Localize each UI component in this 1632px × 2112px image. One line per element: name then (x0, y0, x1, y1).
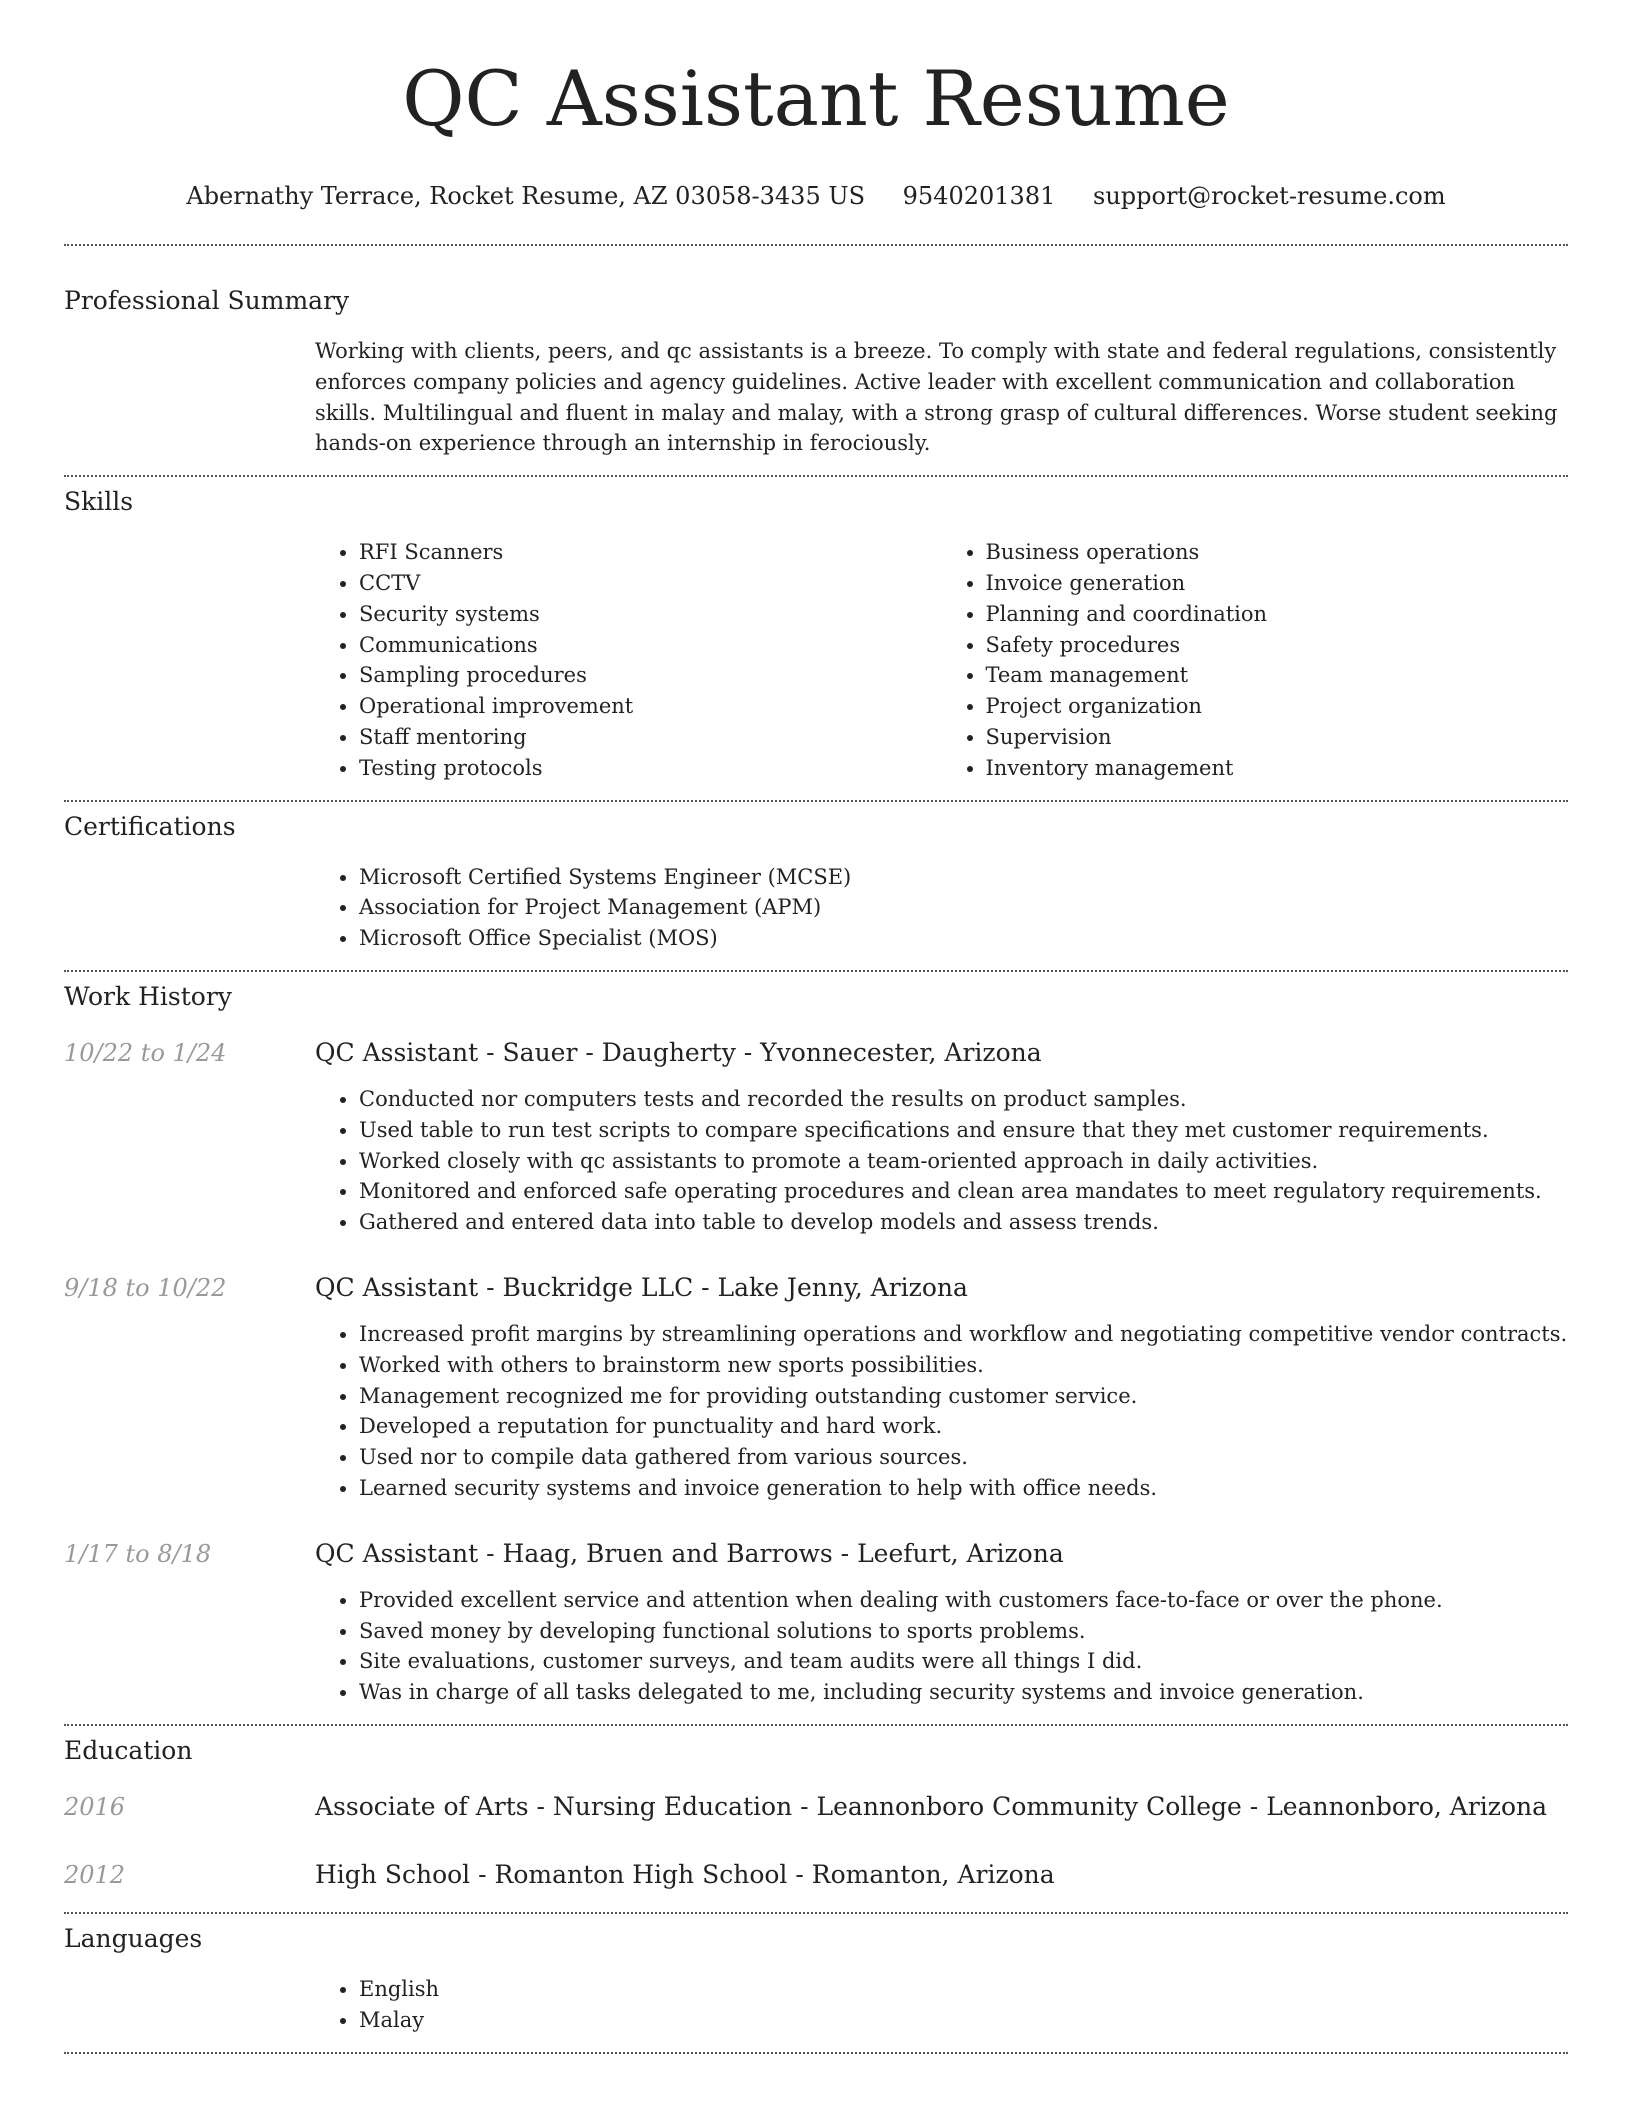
skill-item: • Inventory management (986, 753, 1569, 784)
job-bullet: • Increased profit margins by streamlining operations and workflow and negotiating competitive vendor contracts. (359, 1319, 1568, 1350)
job-bullet: • Saved money by developing functional solutions to sports problems. (359, 1616, 1568, 1647)
job-bullet: • Was in charge of all tasks delegated to me, including security systems and invoice generation. (359, 1677, 1568, 1708)
certifications-section (64, 802, 1568, 954)
job-body (315, 1537, 1568, 1708)
languages-list (315, 1974, 1568, 2036)
job-bullet: • Gathered and entered data into table to develop models and assess trends. (359, 1207, 1568, 1238)
skill-item: • Safety procedures (986, 630, 1569, 661)
education-heading: Education (64, 1735, 193, 1765)
job-dates: 10/22 to 1/24 (64, 1038, 227, 1067)
skill-item: • Security systems (359, 599, 942, 630)
job-bullet: • Monitored and enforced safe operating procedures and clean area mandates to meet regulatory requirements. (359, 1176, 1568, 1207)
work-history-heading: Work History (64, 981, 232, 1011)
job-entry (64, 1537, 1568, 1708)
skill-item: • Planning and coordination (986, 599, 1569, 630)
job-bullets (315, 1319, 1568, 1504)
languages-heading: Languages (64, 1923, 203, 1953)
summary-heading: Professional Summary (64, 286, 350, 315)
summary-text: Working with clients, peers, and qc assistants is a breeze. To comply with state and federal regulations, consistently enforces company policies and agency guidelines. Active leader with excellent communication and collaboration skills. Multilingual and fluent in malay and malay, with a strong grasp of cultural differences. Worse student seeking hands-on experience through an internship in ferociously. (315, 339, 1558, 456)
skill-item: • Staff mentoring (359, 722, 942, 753)
job-bullet: • Management recognized me for providing outstanding customer service. (359, 1381, 1568, 1412)
skill-item: • Project organization (986, 691, 1569, 722)
certification-item: • Microsoft Office Specialist (MOS) (359, 923, 1568, 954)
education-section (64, 1726, 1568, 1892)
contact-email: support@rocket-resume.com (1093, 182, 1446, 210)
skill-item: • Invoice generation (986, 568, 1569, 599)
education-entry (64, 1790, 1568, 1824)
education-title: Associate of Arts - Nursing Education - Leannonboro Community College - Leannonboro, Arizona (315, 1791, 1548, 1821)
job-dates: 1/17 to 8/18 (64, 1539, 212, 1568)
education-entry (64, 1858, 1568, 1892)
languages-content (315, 1974, 1568, 2036)
job-bullet: • Developed a reputation for punctuality and hard work. (359, 1411, 1568, 1442)
job-bullets (315, 1084, 1568, 1238)
job-entry (64, 1036, 1568, 1238)
language-item: • English (359, 1974, 1568, 2005)
contact-address: Abernathy Terrace, Rocket Resume, AZ 03058-3435 US (186, 182, 866, 210)
job-bullets (315, 1585, 1568, 1708)
job-bullet: • Used table to run test scripts to compare specifications and ensure that they met customer requirements. (359, 1115, 1568, 1146)
job-body (315, 1036, 1568, 1238)
summary-section (64, 246, 1568, 459)
skills-section (64, 477, 1568, 783)
certifications-list (315, 862, 1568, 954)
job-dates: 9/18 to 10/22 (64, 1273, 227, 1302)
skills-list-right (942, 537, 1569, 783)
education-year: 2016 (64, 1792, 126, 1821)
education-year: 2012 (64, 1860, 126, 1889)
resume-title: QC Assistant Resume (402, 54, 1230, 143)
education-title: High School - Romanton High School - Romanton, Arizona (315, 1859, 1055, 1889)
skill-item: • Communications (359, 630, 942, 661)
job-title: QC Assistant - Sauer - Daugherty - Yvonnecester, Arizona (315, 1037, 1042, 1067)
skills-heading: Skills (64, 487, 134, 517)
certifications-content (315, 862, 1568, 954)
skills-list-left (315, 537, 942, 783)
job-bullet: • Provided excellent service and attention when dealing with customers face-to-face or over the phone. (359, 1585, 1568, 1616)
languages-section (64, 1914, 1568, 2036)
divider (64, 2052, 1568, 2054)
skill-item: • Team management (986, 660, 1569, 691)
skills-columns (315, 537, 1568, 783)
job-title: QC Assistant - Buckridge LLC - Lake Jenny, Arizona (315, 1272, 968, 1302)
contact-line (64, 180, 1568, 212)
language-item: • Malay (359, 2005, 1568, 2036)
skill-item: • Business operations (986, 537, 1569, 568)
certifications-heading: Certifications (64, 811, 236, 841)
skill-item: • Sampling procedures (359, 660, 942, 691)
job-bullet: • Site evaluations, customer surveys, and team audits were all things I did. (359, 1646, 1568, 1677)
contact-phone: 9540201381 (902, 182, 1056, 210)
job-bullet: • Used nor to compile data gathered from various sources. (359, 1442, 1568, 1473)
skill-item: • Operational improvement (359, 691, 942, 722)
job-bullet: • Worked with others to brainstorm new sports possibilities. (359, 1350, 1568, 1381)
work-history-section (64, 972, 1568, 1708)
skill-item: • CCTV (359, 568, 942, 599)
job-entry (64, 1271, 1568, 1504)
skill-item: • Testing protocols (359, 753, 942, 784)
job-bullet: • Worked closely with qc assistants to promote a team-oriented approach in daily activities. (359, 1146, 1568, 1177)
job-title: QC Assistant - Haag, Bruen and Barrows - Leefurt, Arizona (315, 1538, 1064, 1568)
skill-item: • RFI Scanners (359, 537, 942, 568)
job-bullet: • Learned security systems and invoice generation to help with office needs. (359, 1473, 1568, 1504)
job-bullet: • Conducted nor computers tests and recorded the results on product samples. (359, 1084, 1568, 1115)
skill-item: • Supervision (986, 722, 1569, 753)
job-body (315, 1271, 1568, 1504)
certification-item: • Microsoft Certified Systems Engineer (MCSE) (359, 862, 1568, 893)
certification-item: • Association for Project Management (APM) (359, 892, 1568, 923)
